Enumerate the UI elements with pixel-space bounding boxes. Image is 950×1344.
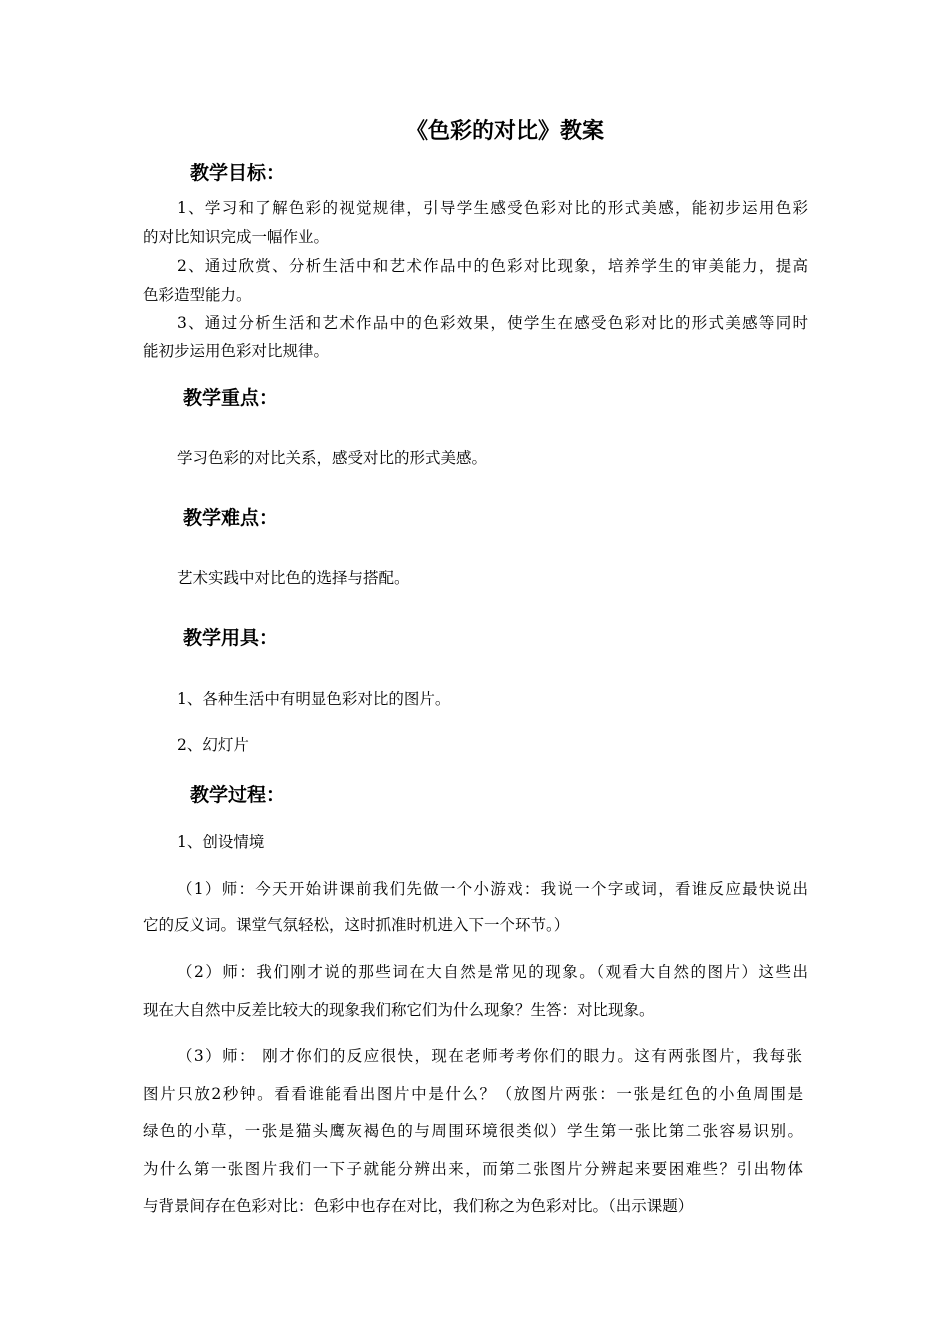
goal-line: 能初步运用色彩对比规律。	[143, 342, 330, 360]
goal-line: 色彩造型能力。	[143, 286, 252, 304]
difficulties-text: 艺术实践中对比色的选择与搭配。	[177, 569, 410, 587]
goal-line: 2、通过欣赏、分析生活中和艺术作品中的色彩对比现象，培养学生的审美能力，提高	[177, 257, 808, 275]
heading-difficulties: 教学难点：	[183, 507, 279, 529]
goal-line: 的对比知识完成一幅作业。	[143, 228, 330, 246]
goal-line: 1、学习和了解色彩的视觉规律，引导学生感受色彩对比的形式美感，能初步运用色彩	[177, 199, 808, 217]
heading-tools: 教学用具：	[183, 627, 279, 649]
process-line: （2）师：我们刚才说的那些词在大自然是常见的现象。（观看大自然的图片）这些出	[177, 963, 808, 981]
process-line: 现在大自然中反差比较大的现象我们称它们为什么现象？生答：对比现象。	[143, 1001, 655, 1019]
process-line: （3）师： 刚才你们的反应很快，现在老师考考你们的眼力。这有两张图片，我每张	[177, 1047, 802, 1065]
key-points-text: 学习色彩的对比关系，感受对比的形式美感。	[177, 449, 488, 467]
process-line: 图片只放2秒钟。看看谁能看出图片中是什么？（放图片两张：一张是红色的小鱼周围是	[143, 1085, 803, 1103]
process-line: （1）师：今天开始讲课前我们先做一个小游戏：我说一个字或词，看谁反应最快说出	[177, 880, 808, 898]
heading-key-points: 教学重点：	[183, 387, 279, 409]
process-line: 绿色的小草，一张是猫头鹰灰褐色的与周围环境很类似）学生第一张比第二张容易识别。	[143, 1122, 803, 1140]
heading-goals: 教学目标：	[190, 162, 286, 184]
document-title: 《色彩的对比》教案	[405, 119, 604, 144]
process-step: 1、创设情境	[177, 833, 265, 851]
tool-item: 1、各种生活中有明显色彩对比的图片。	[177, 690, 451, 708]
heading-process: 教学过程：	[190, 784, 286, 806]
process-line: 它的反义词。课堂气氛轻松，这时抓准时机进入下一个环节。）	[143, 916, 570, 934]
tool-item: 2、幻灯片	[177, 736, 249, 754]
process-line: 与背景间存在色彩对比：色彩中也存在对比，我们称之为色彩对比。（出示课题）	[143, 1197, 694, 1215]
process-line: 为什么第一张图片我们一下子就能分辨出来，而第二张图片分辨起来要困难些？引出物体	[143, 1160, 803, 1178]
goal-line: 3、通过分析生活和艺术作品中的色彩效果，使学生在感受色彩对比的形式美感等同时	[177, 314, 808, 332]
